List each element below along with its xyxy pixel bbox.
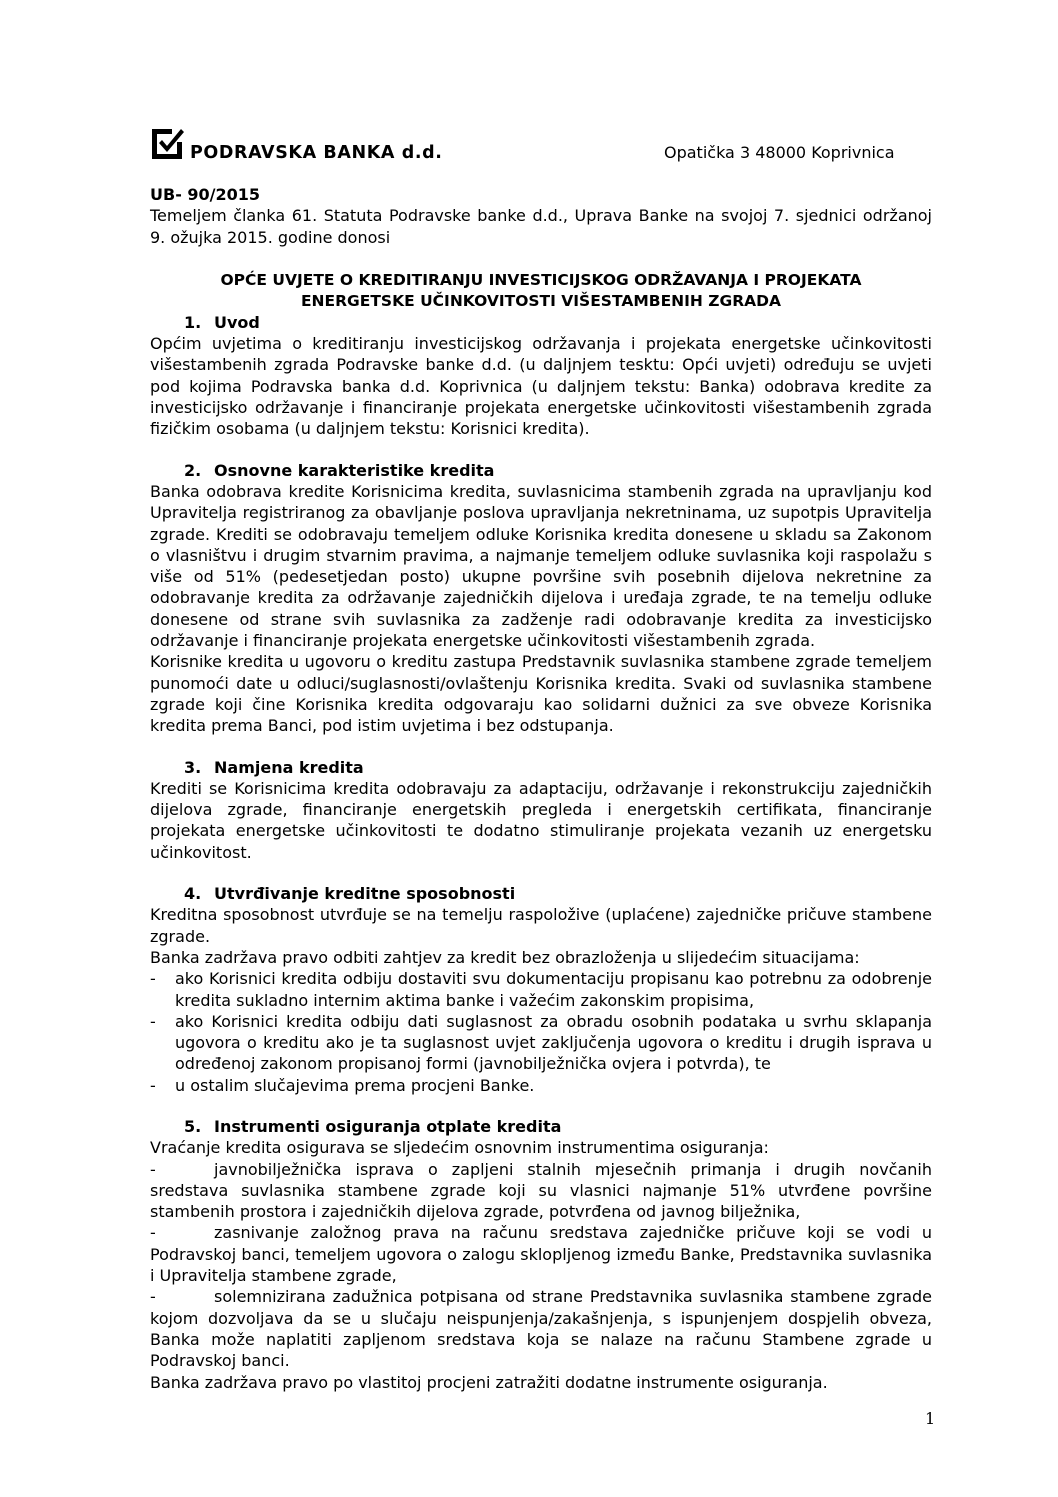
section-2-paragraph-1: Banka odobrava kredite Korisnicima kredita, suvlasnicima stambenih zgrada na upravljanju kod Upravitelja registriranog za obavljanje poslova upravljanja nekretninama, uz supotpis Upravitelja zgrade. Krediti se odobravaju temeljem odluke Korisnika kredita donesene u skladu sa Zakonom o vlasništvu i drugim stvarnim pravima, a najmanje temeljem odluke suvlasnika koji raspolažu s više od 51% (pedesetjedan posto) ukupne površine svih posebnih dijelova nekretnine za odobravanje kredita za održavanje zajedničkih dijelova i uređaja zgrade, te na temelju odluke donesene od strane svih suvlasnika za zadženje radi odobravanje kredita za investicijsko održavanje i financiranje projekata energetske učinkovitosti višestambenih zgrada.: [150, 481, 932, 651]
section-heading-2: [150, 460, 932, 481]
title-line-2: ENERGETSKE UČINKOVITOSTI VIŠESTAMBENIH ZGRADA: [300, 291, 782, 310]
section-title: Namjena kredita: [214, 757, 364, 777]
list-item: [150, 1286, 932, 1371]
dash-marker: -: [150, 1223, 156, 1243]
section-5-closing: Banka zadržava pravo po vlastitoj procjeni zatražiti dodatne instrumente osiguranja.: [150, 1372, 828, 1392]
list-item-text: u ostalim slučajevima prema procjeni Banke.: [175, 1075, 535, 1095]
section-number: 2.: [184, 460, 202, 480]
dash-marker: -: [150, 969, 156, 989]
section-number: 3.: [184, 757, 202, 777]
list-item-text: ako Korisnici kredita odbiju dati suglasnost za obradu osobnih podataka u svrhu sklapanja ugovora o kreditu ako je ta suglasnost uvjet zaključenja ugovora o kreditu i drugih isprava u određenoj zakonom propisanoj formi (javnobilježnička ovjera i potvrda), te: [175, 1011, 932, 1074]
list-item-text: javnobilježnička isprava o zapljeni stalnih mjesečnih primanja i drugih novčanih sredstava suvlasnika stambene zgrade koji su vlasnici najmanje 51% utvrđene površine stambenih prostora i zajedničkih dijelova zgrade, potvrđena od javnog bilježnika,: [150, 1159, 932, 1222]
section-number: 4.: [184, 884, 202, 904]
list-item-text: ako Korisnici kredita odbiju dostaviti svu dokumentaciju propisanu kao potrebnu za odobrenje kredita sukladno internim aktima banke i važećim zakonskim propisima,: [175, 969, 932, 1010]
intro-paragraph: Temeljem članka 61. Statuta Podravske banke d.d., Uprava Banke na svojoj 7. sjednici održanoj 9. ožujka 2015. godine donosi: [150, 206, 932, 247]
section-1-paragraph: Općim uvjetima o kreditiranju investicijskog održavanja i projekata energetske učinkovitosti višestambenih zgrada Podravske banke d.d. (u daljnjem tesktu: Opći uvjeti) određuju se uvjeti pod kojima Podravska banka d.d. Koprivnica (u daljnjem tekstu: Banka) odobrava kredite za investicijsko održavanje i financiranje projekata energetske učinkovitosti višestambenih zgrada fizičkim osobama (u daljnjem tekstu: Korisnici kredita).: [150, 334, 932, 439]
dash-marker: -: [150, 1287, 156, 1307]
bank-address: Opatička 3 48000 Koprivnica: [664, 143, 895, 162]
section-5-paragraph: Vraćanje kredita osigurava se sljedećim osnovnim instrumentima osiguranja:: [150, 1138, 769, 1158]
section-number: 1.: [184, 312, 202, 332]
document-title: [150, 270, 932, 312]
dash-marker: -: [150, 1011, 156, 1031]
section-3-paragraph: Krediti se Korisnicima kredita odobravaju za adaptaciju, održavanje i rekonstrukciju zajedničkih dijelova zgrade, financiranje energetskih pregleda i energetskih certifikata, financiranje projekata energetske učinkovitosti te dodatno stimuliranje projekata vezanih uz energetsku učinkovitost.: [150, 778, 932, 862]
section-title: Osnovne karakteristike kredita: [214, 460, 495, 480]
section-heading-5: [150, 1116, 932, 1137]
section-heading-3: [150, 757, 932, 778]
section-4-paragraph-2: Banka zadržava pravo odbiti zahtjev za kredit bez obrazloženja u slijedećim situacijama:: [150, 947, 860, 967]
section-heading-1: [150, 312, 932, 333]
bank-logo-icon: [150, 127, 184, 161]
list-item-text: solemnizirana zadužnica potpisana od strane Predstavnika suvlasnika stambene zgrade kojom dozvoljava da se u slučaju neispunjenja/zakašnjenja, s ispunjenjem dospjelih obveza, Banka može naplatiti zapljenom sredstava koja se nalaze na računu Stambene zgrade u Podravskoj banci.: [150, 1287, 932, 1371]
section-4-paragraph-1: Kreditna sposobnost utvrđuje se na temelju raspoložive (uplaćene) zajedničke pričuve stambene zgrade.: [150, 905, 932, 946]
list-item: [150, 1011, 932, 1075]
list-item: [150, 1075, 932, 1096]
list-item: [150, 1222, 932, 1286]
document-body: [150, 184, 932, 1393]
page-number: 1: [925, 1409, 936, 1428]
section-number: 5.: [184, 1116, 202, 1136]
section-heading-4: [150, 883, 932, 904]
section-title: Uvod: [214, 312, 260, 332]
section-title: Utvrđivanje kreditne sposobnosti: [214, 884, 516, 904]
bank-logo: [150, 127, 442, 161]
reference-number: UB- 90/2015: [150, 185, 261, 204]
list-item: [150, 1159, 932, 1223]
section-2-paragraph-2: Korisnike kredita u ugovoru o kreditu zastupa Predstavnik suvlasnika stambene zgrade temeljem punomoći date u odluci/suglasnosti/ovlaštenju Korisnika kredita. Svaki od suvlasnika stambene zgrade koji čine Korisnika kredita odgovaraju kao solidarni dužnici za sve obveze Korisnika kredita prema Banci, pod istim uvjetima i bez odstupanja.: [150, 652, 932, 736]
bank-name: PODRAVSKA BANKA d.d.: [190, 143, 443, 163]
list-item-text: zasnivanje založnog prava na računu sredstava zajedničke pričuve koji se vodi u Podravskoj banci, temeljem ugovora o zalogu sklopljenog između Banke, Predstavnika suvlasnika i Upravitelja stambene zgrade,: [150, 1223, 932, 1286]
section-title: Instrumenti osiguranja otplate kredita: [214, 1116, 562, 1136]
list-item: [150, 968, 932, 1011]
title-line-1: OPĆE UVJETE O KREDITIRANJU INVESTICIJSKOG ODRŽAVANJA I PROJEKATA: [220, 270, 862, 289]
dash-marker: -: [150, 1075, 156, 1095]
dash-marker: -: [150, 1159, 156, 1179]
